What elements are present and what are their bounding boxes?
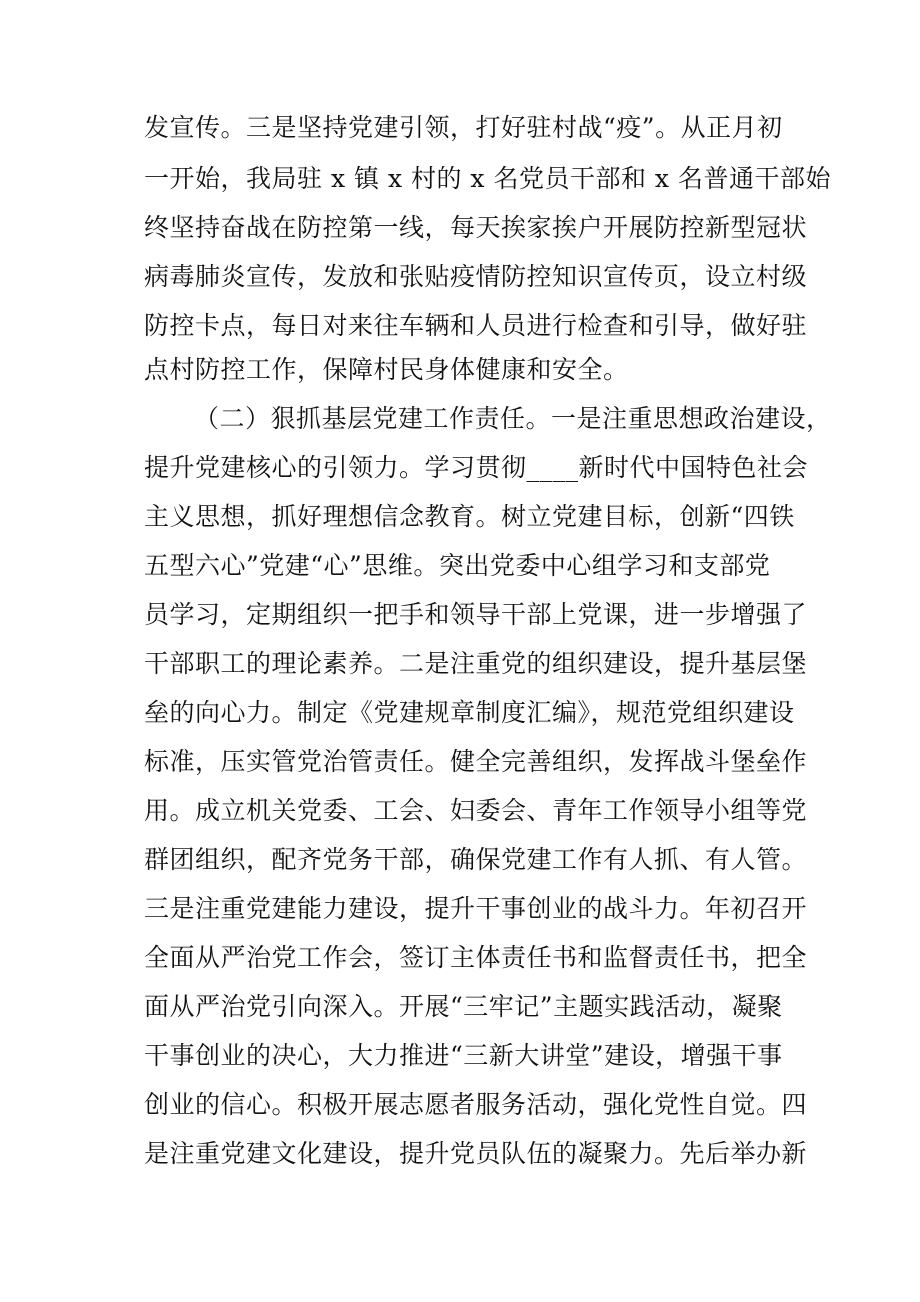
text-line: 主义思想，抓好理想信念教育。树立党建目标，创新“四铁 <box>144 502 795 531</box>
text-line: 用。成立机关党委、工会、妇委会、青年工作领导小组等党 <box>144 796 808 825</box>
text-line: 终坚持奋战在防控第一线，每天挨家挨户开展防控新型冠状 <box>144 213 808 242</box>
text-line: 发宣传。三是坚持党建引领，打好驻村战“疫”。从正月初 <box>144 113 783 142</box>
text-line: 员学习，定期组织一把手和领导干部上党课，进一步增强了 <box>144 600 808 629</box>
text-line: 防控卡点，每日对来往车辆和人员进行检查和引导，做好驻 <box>144 311 808 340</box>
text-line: 病毒肺炎宣传，发放和张贴疫情防控知识宣传页，设立村级 <box>144 262 808 291</box>
text-line: 干部职工的理论素养。二是注重党的组织建设，提升基层堡 <box>144 649 808 678</box>
text-line: 提升党建核心的引领力。学习贯彻____新时代中国特色社会 <box>144 453 809 482</box>
text-line: 垒的向心力。制定《党建规章制度汇编》，规范党组织建设 <box>144 698 795 727</box>
text-line: 五型六心”党建“心”思维。突出党委中心组学习和支部党 <box>144 551 771 580</box>
text-line: 群团组织，配齐党务干部，确保党建工作有人抓、有人管。 <box>144 845 808 874</box>
text-line: 创业的信心。积极开展志愿者服务活动，强化党性自觉。四 <box>144 1090 808 1119</box>
paragraph-heading-line: （二）狠抓基层党建工作责任。一是注重思想政治建设， <box>194 404 832 433</box>
text-line: 面从严治党引向深入。开展“三牢记”主题实践活动，凝聚 <box>144 992 783 1021</box>
text-line: 是注重党建文化建设，提升党员队伍的凝聚力。先后举办新 <box>144 1139 808 1168</box>
text-line: 标准，压实管党治管责任。健全完善组织，发挥战斗堡垒作 <box>144 747 808 776</box>
text-line: 全面从严治党工作会，签订主体责任书和监督责任书，把全 <box>144 943 808 972</box>
text-line: 干事创业的决心，大力推进“三新大讲堂”建设，增强干事 <box>144 1041 783 1070</box>
text-line: 三是注重党建能力建设，提升干事创业的战斗力。年初召开 <box>144 894 808 923</box>
text-line: 点村防控工作，保障村民身体健康和安全。 <box>144 355 629 384</box>
text-line: 一开始，我局驻 x 镇 x 村的 x 名党员干部和 x 名普通干部始 <box>144 164 831 193</box>
